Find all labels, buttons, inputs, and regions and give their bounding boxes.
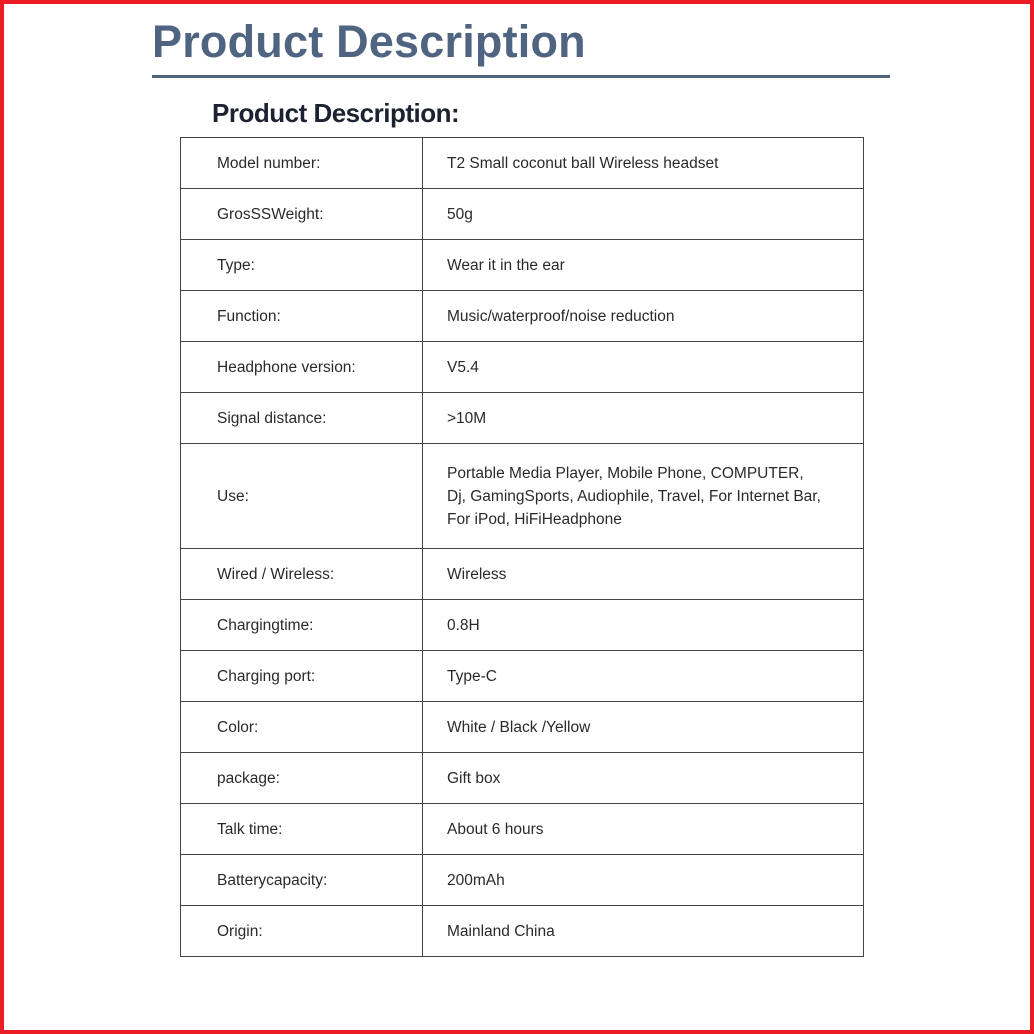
spec-value-line: Dj, GamingSports, Audiophile, Travel, For Internet Bar,: [447, 487, 821, 505]
spec-value: Gift box: [423, 753, 864, 804]
table-row: [181, 906, 864, 957]
spec-value: About 6 hours: [423, 804, 864, 855]
section-heading: Product Description:: [212, 98, 460, 128]
table-row: [181, 804, 864, 855]
spec-value: >10M: [423, 393, 864, 444]
spec-label: Headphone version:: [181, 342, 423, 393]
spec-label: Charging port:: [181, 651, 423, 702]
table-row: [181, 651, 864, 702]
table-row: [181, 855, 864, 906]
spec-label: Signal distance:: [181, 393, 423, 444]
spec-label: Use:: [181, 444, 423, 549]
spec-label: Wired / Wireless:: [181, 549, 423, 600]
spec-value: V5.4: [423, 342, 864, 393]
spec-table: [180, 137, 864, 957]
spec-value: 50g: [423, 189, 864, 240]
spec-label: Chargingtime:: [181, 600, 423, 651]
spec-value: 0.8H: [423, 600, 864, 651]
spec-value-line: Portable Media Player, Mobile Phone, COMPUTER,: [447, 464, 804, 482]
spec-value-multiline: [423, 444, 864, 549]
spec-value: T2 Small coconut ball Wireless headset: [423, 138, 864, 189]
table-row: [181, 189, 864, 240]
table-row: [181, 702, 864, 753]
spec-value-line: For iPod, HiFiHeadphone: [447, 510, 622, 528]
table-row: [181, 342, 864, 393]
spec-label: Color:: [181, 702, 423, 753]
spec-value: Wireless: [423, 549, 864, 600]
spec-label: Model number:: [181, 138, 423, 189]
page-title: Product Description: [152, 16, 586, 67]
spec-label: Batterycapacity:: [181, 855, 423, 906]
spec-label: GrosSSWeight:: [181, 189, 423, 240]
table-row: [181, 600, 864, 651]
spec-value: Mainland China: [423, 906, 864, 957]
title-divider: [152, 75, 890, 78]
spec-label: Talk time:: [181, 804, 423, 855]
table-row: [181, 753, 864, 804]
spec-value: Music/waterproof/noise reduction: [423, 291, 864, 342]
spec-value: 200mAh: [423, 855, 864, 906]
table-row: [181, 240, 864, 291]
spec-label: package:: [181, 753, 423, 804]
spec-label: Type:: [181, 240, 423, 291]
spec-label: Function:: [181, 291, 423, 342]
table-row: [181, 549, 864, 600]
table-row: [181, 138, 864, 189]
table-row: [181, 291, 864, 342]
spec-value: Wear it in the ear: [423, 240, 864, 291]
spec-value: White / Black /Yellow: [423, 702, 864, 753]
table-row: [181, 444, 864, 549]
spec-label: Origin:: [181, 906, 423, 957]
table-row: [181, 393, 864, 444]
spec-value: Type-C: [423, 651, 864, 702]
